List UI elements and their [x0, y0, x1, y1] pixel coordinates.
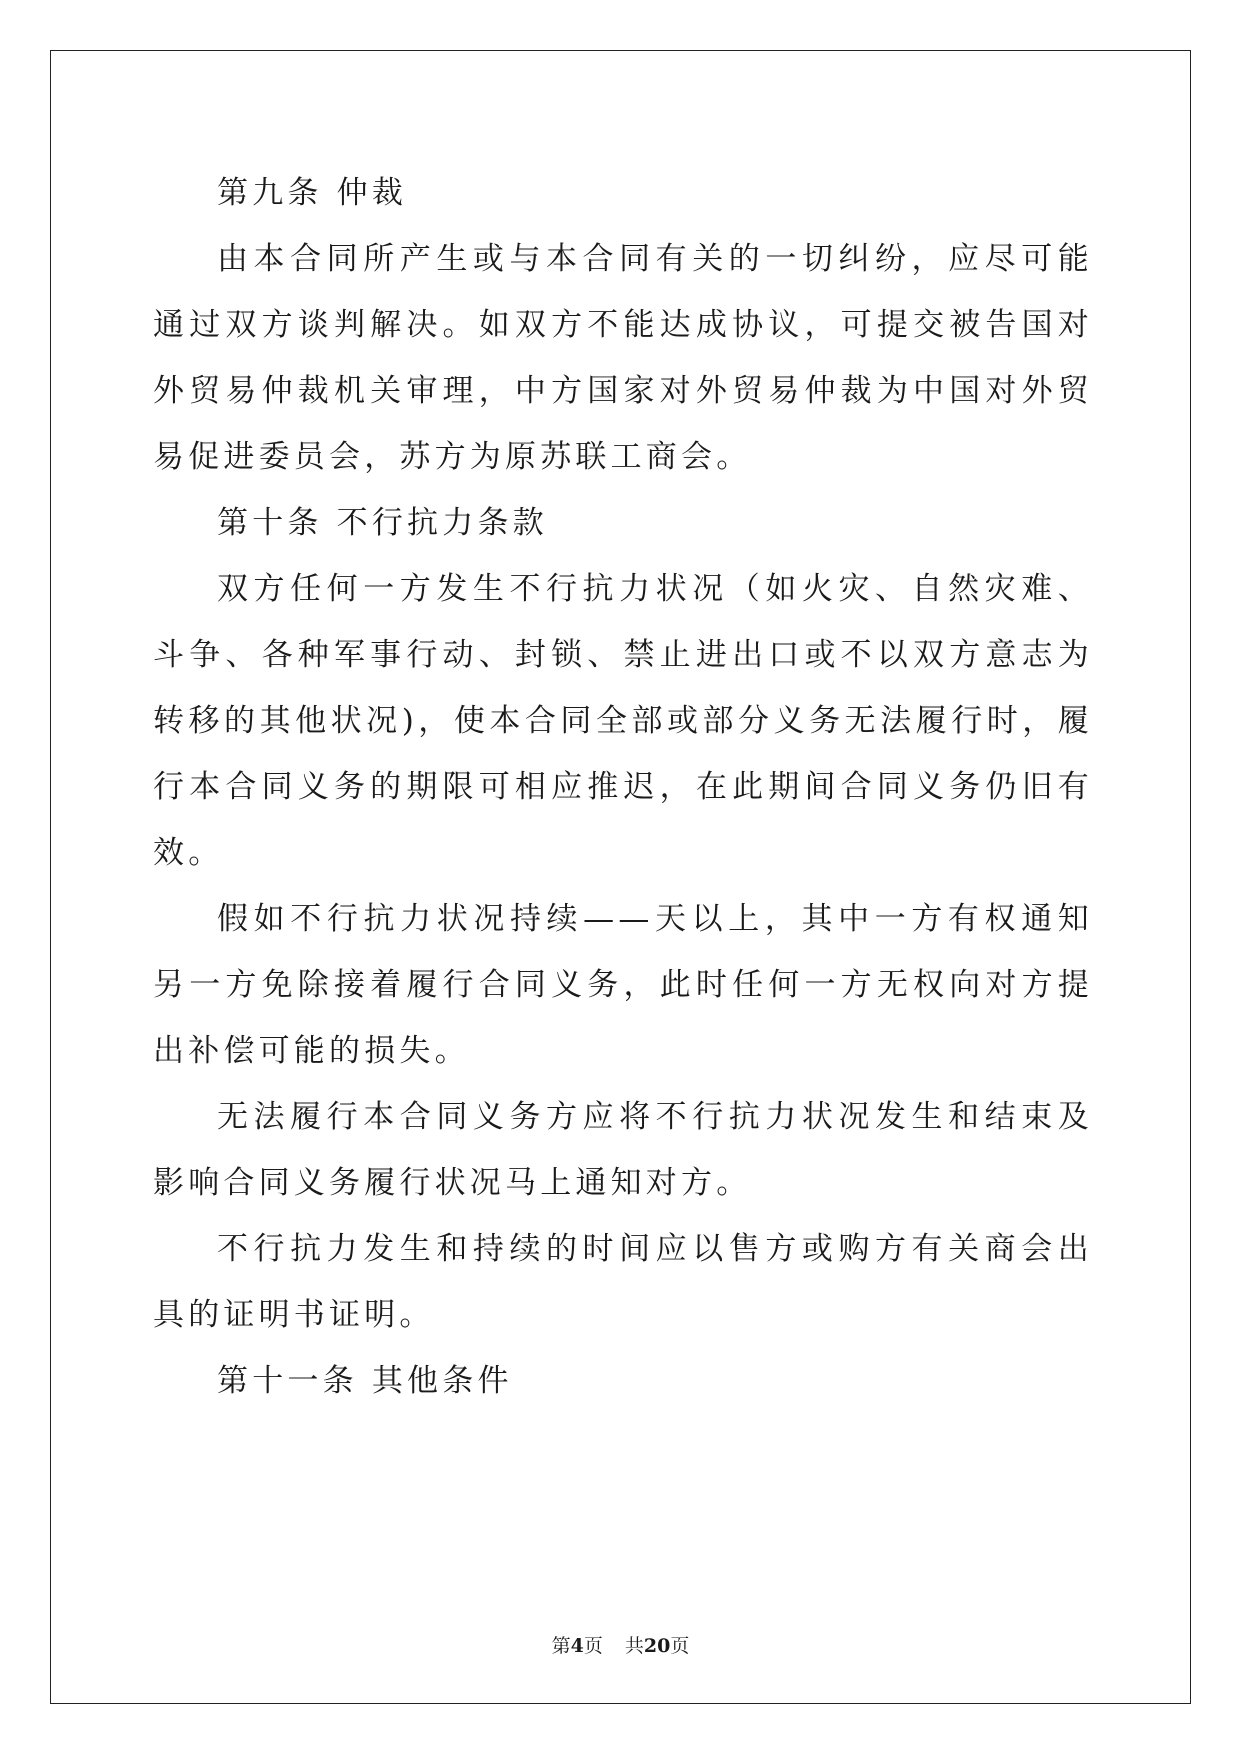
- document-body: [153, 160, 1093, 1414]
- article-9-body: 由本合同所产生或与本合同有关的一切纠纷，应尽可能通过双方谈判解决。如双方不能达成协议，可提交被告国对外贸易仲裁机关审理，中方国家对外贸易仲裁为中国对外贸易促进委员会，苏方为原苏联工商会。: [153, 241, 1093, 475]
- article-10-heading: 第十条 不行抗力条款: [217, 505, 548, 541]
- page-prefix: 第: [551, 1635, 571, 1657]
- article-11-heading: 第十一条 其他条件: [217, 1363, 513, 1399]
- article-10-paragraph-4: 不行抗力发生和持续的时间应以售方或购方有关商会出具的证明书证明。: [153, 1231, 1093, 1333]
- page-suffix: 页: [583, 1635, 603, 1657]
- article-10-paragraph-1: 双方任何一方发生不行抗力状况（如火灾、自然灾难、斗争、各种军事行动、封锁、禁止进出口或不以双方意志为转移的其他状况)，使本合同全部或部分义务无法履行时，履行本合同义务的期限可相应推迟，在此期间合同义务仍旧有效。: [153, 571, 1093, 871]
- article-10-paragraph-2: 假如不行抗力状况持续——天以上，其中一方有权通知另一方免除接着履行合同义务，此时任何一方无权向对方提出补偿可能的损失。: [153, 901, 1093, 1069]
- total-pages: 20: [643, 1635, 671, 1657]
- article-10-paragraph-3: 无法履行本合同义务方应将不行抗力状况发生和结束及影响合同义务履行状况马上通知对方。: [153, 1099, 1093, 1201]
- total-suffix: 页: [670, 1635, 690, 1657]
- page-footer: [0, 1631, 1241, 1658]
- article-9-heading: 第九条 仲裁: [217, 175, 408, 211]
- page-number: 4: [570, 1635, 584, 1657]
- total-prefix: 共: [624, 1635, 644, 1657]
